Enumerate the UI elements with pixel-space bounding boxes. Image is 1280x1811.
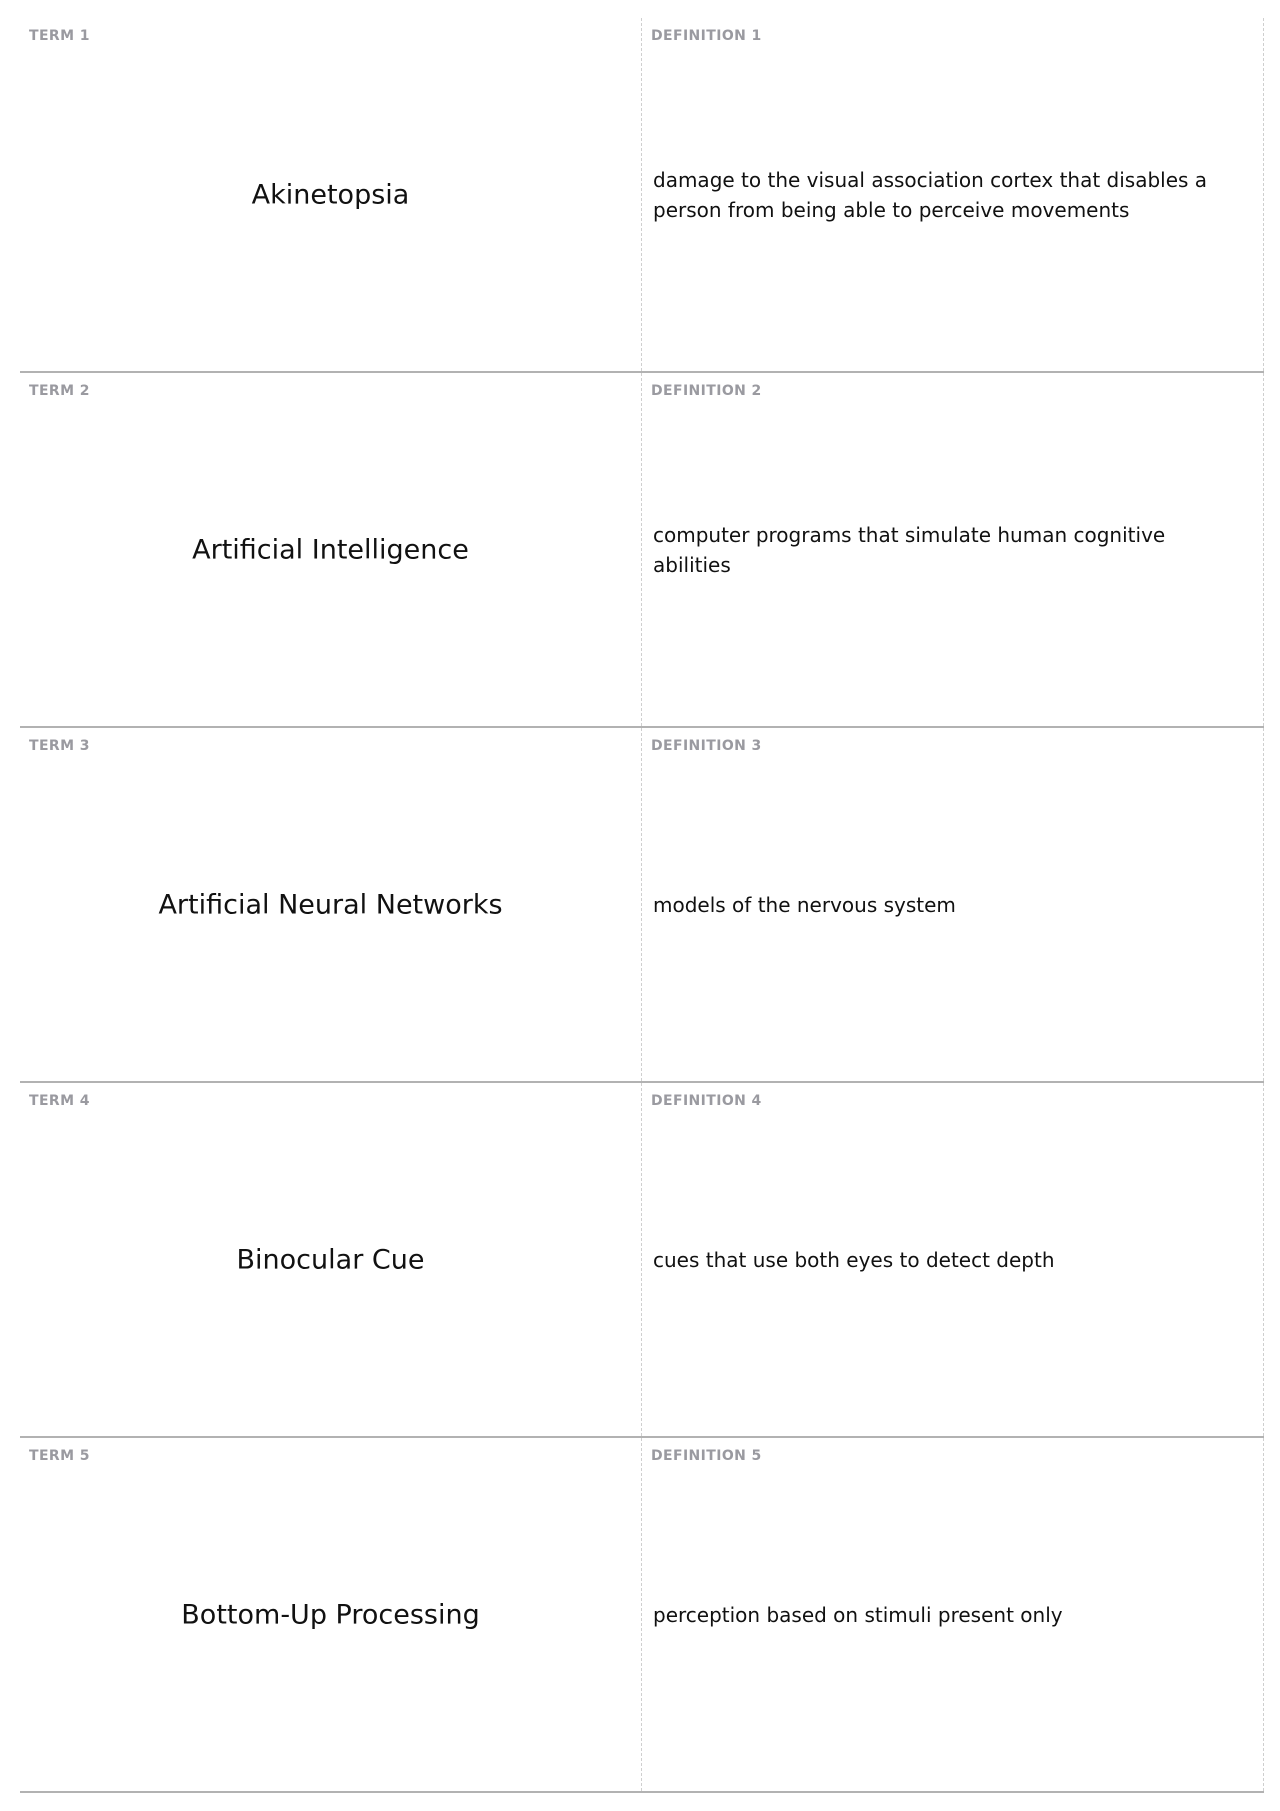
- definition-number-label: DEFINITION 2: [651, 383, 762, 399]
- term-text: Bottom-Up Processing: [181, 1599, 480, 1630]
- term-text: Akinetopsia: [251, 179, 410, 210]
- term-cell: [20, 373, 642, 726]
- definition-text: damage to the visual association cortex that disables a person from being able to perceive movements: [653, 167, 1208, 222]
- term-number-label: TERM 4: [29, 1093, 90, 1109]
- definition-number-label: DEFINITION 5: [651, 1448, 762, 1464]
- definition-number-label: DEFINITION 4: [651, 1093, 762, 1109]
- card-row: [20, 373, 1264, 728]
- definition-text: models of the nervous system: [653, 892, 956, 917]
- definition-text: perception based on stimuli present only: [653, 1602, 1063, 1627]
- term-cell: [20, 1438, 642, 1791]
- definition-text: cues that use both eyes to detect depth: [653, 1247, 1055, 1272]
- card-row: [20, 18, 1264, 373]
- definition-cell: [642, 373, 1264, 726]
- term-number-label: TERM 3: [29, 738, 90, 754]
- term-number-label: TERM 2: [29, 383, 90, 399]
- flashcard-sheet: [20, 18, 1264, 1793]
- definition-number-label: DEFINITION 1: [651, 28, 762, 44]
- term-number-label: TERM 1: [29, 28, 90, 44]
- card-row: [20, 1438, 1264, 1793]
- term-cell: [20, 18, 642, 371]
- definition-cell: [642, 1083, 1264, 1436]
- term-number-label: TERM 5: [29, 1448, 90, 1464]
- definition-cell: [642, 1438, 1264, 1791]
- term-cell: [20, 1083, 642, 1436]
- term-text: Artificial Intelligence: [192, 534, 469, 565]
- definition-text: computer programs that simulate human cognitive abilities: [653, 522, 1166, 577]
- card-row: [20, 728, 1264, 1083]
- definition-cell: [642, 728, 1264, 1081]
- term-cell: [20, 728, 642, 1081]
- term-text: Binocular Cue: [236, 1244, 425, 1275]
- definition-number-label: DEFINITION 3: [651, 738, 762, 754]
- definition-cell: [642, 18, 1264, 371]
- card-row: [20, 1083, 1264, 1438]
- term-text: Artificial Neural Networks: [158, 889, 503, 920]
